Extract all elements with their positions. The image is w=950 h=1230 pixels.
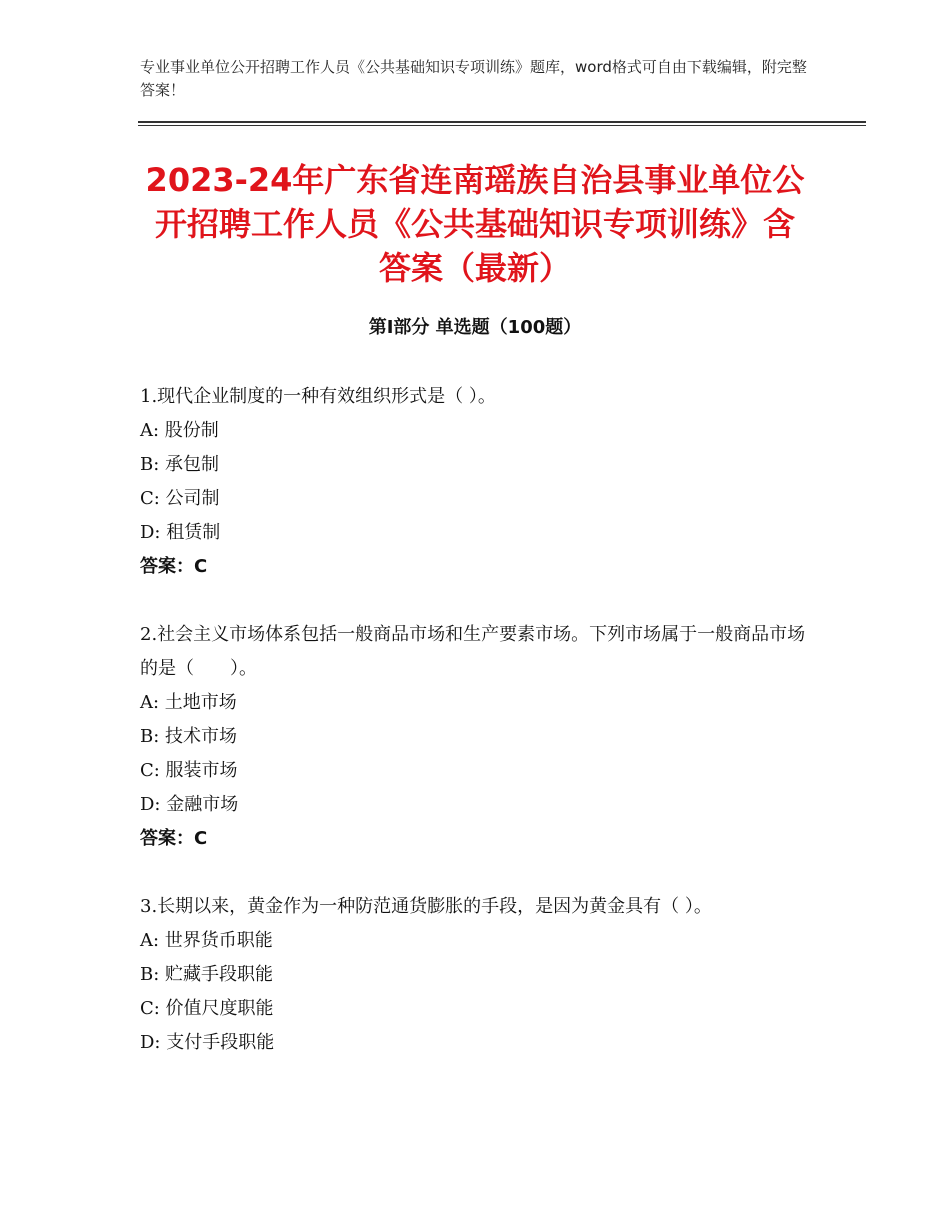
option-b: B: 承包制 bbox=[140, 454, 220, 475]
option-c: C: 价值尺度职能 bbox=[140, 998, 274, 1019]
question-stem: 1.现代企业制度的一种有效组织形式是（ ）。 bbox=[140, 386, 496, 407]
question-2 bbox=[140, 618, 820, 856]
section-title: 第Ⅰ部分 单选题（100题） bbox=[368, 317, 582, 338]
option-d: D: 支付手段职能 bbox=[140, 1032, 275, 1053]
option-a: A: 股份制 bbox=[140, 420, 219, 441]
option-b: B: 技术市场 bbox=[140, 726, 238, 747]
question-3 bbox=[140, 890, 820, 1060]
answer: 答案：C bbox=[140, 828, 208, 849]
option-c: C: 服装市场 bbox=[140, 760, 238, 781]
option-d: D: 租赁制 bbox=[140, 522, 221, 543]
option-a: A: 世界货币职能 bbox=[140, 930, 273, 951]
question-stem: 2.社会主义市场体系包括一般商品市场和生产要素市场。下列市场属于一般商品市场的是（ ）。 bbox=[140, 624, 806, 679]
option-b: B: 贮藏手段职能 bbox=[140, 964, 274, 985]
option-d: D: 金融市场 bbox=[140, 794, 239, 815]
question-1 bbox=[140, 380, 820, 584]
header-divider-thin bbox=[138, 125, 866, 126]
document-title: 2023-24年广东省连南瑶族自治县事业单位公开招聘工作人员《公共基础知识专项训练》含答案（最新） bbox=[145, 161, 805, 287]
header-divider-thick bbox=[138, 121, 866, 123]
answer: 答案：C bbox=[140, 556, 208, 577]
option-a: A: 土地市场 bbox=[140, 692, 237, 713]
question-stem: 3.长期以来，黄金作为一种防范通货膨胀的手段，是因为黄金具有（ ）。 bbox=[140, 896, 712, 917]
header-note: 专业事业单位公开招聘工作人员《公共基础知识专项训练》题库，word格式可自由下载编辑，附完整答案！ bbox=[140, 58, 807, 99]
option-c: C: 公司制 bbox=[140, 488, 220, 509]
